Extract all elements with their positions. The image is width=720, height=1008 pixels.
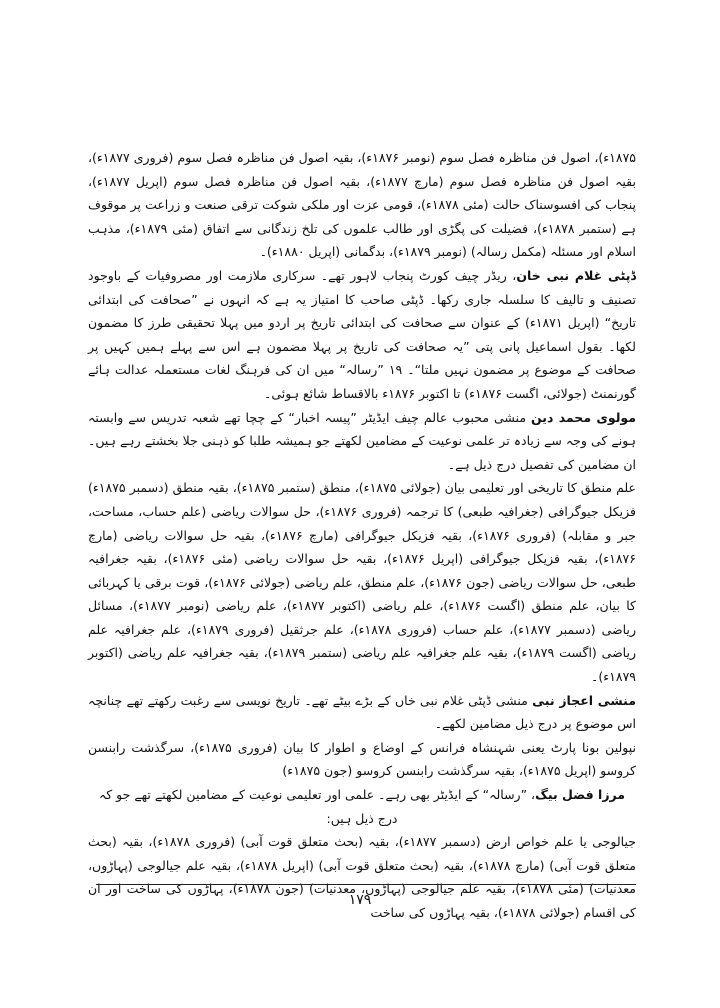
paragraph-text: علم منطق کا تاریخی اور تعلیمی بیان (جولائی ۱۸۷۵ء)، منطق (ستمبر ۱۸۷۵ء)، بقیہ منطق (دسمبر ۱۸۷۵ء) فزیکل جیوگرافی (جغرافیہ طبعی) کا ترجمہ (فروری ۱۸۷۶ء)، حل سوالات ریاضی (علم حساب، مساحت، جبر و مقابلہ) (فروری ۱۸۷۶ء)، بقیہ فزیکل جیوگرافی (مارچ ۱۸۷۶ء)، بقیہ حل سوالات ریاضی (مارچ ۱۸۷۶ء)، بقیہ فزیکل جیوگرافی (اپریل ۱۸۷۶ء)، بقیہ حل سوالات ریاضی (مئی ۱۸۷۶ء)، بقیہ جغرافیہ طبعی، حل سوالات ریاضی (جون ۱۸۷۶ء)، علم منطق، علم ریاضی (جولائی ۱۸۷۶ء)، قوت برقی یا کہربائی کا بیان، علم منطق (اگست ۱۸۷۶ء)، علم ریاضی (اکتوبر ۱۸۷۷ء)، علم ریاضی (نومبر ۱۸۷۷ء)، مسائل ریاضی (دسمبر ۱۸۷۷ء)، علم حساب (فروری ۱۸۷۸ء)، علم جرثقیل (فروری ۱۸۷۹ء)، علم جغرافیہ علم ریاضی (اگست ۱۸۷۹ء)، بقیہ علم جغرافیہ علم ریاضی (ستمبر ۱۸۷۹ء)، بقیہ جغرافیہ علم ریاضی (اکتوبر ۱۸۷۹ء)۔ — [88, 480, 637, 685]
author-name-fazal-baig: مرزا فضل بیگ — [535, 787, 626, 803]
paragraph-text: ، ریڈر چیف کورٹ پنجاب لاہور تھے۔ سرکاری ملازمت اور مصروفیات کے باوجود تصنیف و تالیف کا سلسلہ جاری رکھا۔ ڈپٹی صاحب کا امتیاز یہ ہے کہ انہوں نے ”صحافت کی ابتدائی تاریخ“ (اپریل ۱۸۷۱ء) کے عنوان سے صحافت کی ابتدائی تاریخ پر اردو میں پہلا تحقیقی طرز کا مضمون لکھا۔ بقول اسماعیل پانی پتی ”یہ صحافت کی تاریخ پر پہلا مضمون ہے اس سے پہلے ہمیں کہیں پر صحافت کے موضوع پر مضمون نہیں ملتا“۔ ۱۹ ”رسالہ“ میں ان کی فرہنگ لغات مستعملہ عدالت ہائے گورنمنٹ (جولائی، اگست ۱۸۷۶ء) تا اکتوبر ۱۸۷۶ء بالاقساط شائع ہوئی۔ — [88, 267, 637, 401]
paragraph-5 — [88, 689, 636, 736]
author-name-muhammad-din: مولوی محمد دین — [531, 409, 636, 425]
paragraph-7 — [88, 783, 636, 830]
paragraph-1 — [88, 146, 636, 264]
paragraph-text: منشی محبوب عالم چیف ایڈیٹر ”پیسہ اخبار“ کے چچا تھے شعبہ تدریس سے وابستہ ہونے کی وجہ سے زیادہ تر علمی نوعیت کے مضامین لکھتے جو ہمیشہ طلبا کو ذہنی جلا بخشتے رہے ہیں۔ ان مضامین کی تفصیل درج ذیل ہے۔ — [88, 409, 636, 472]
paragraph-text: ۱۸۷۵ء)، اصول فن مناظرہ فصل سوم (نومبر ۱۸۷۶ء)، بقیہ اصول فن مناظرہ فصل سوم (فروری ۱۸۷۷ء)، بقیہ اصول فن مناظرہ فصل سوم (مارچ ۱۸۷۷ء)، بقیہ اصول فن مناظرہ فصل سوم (اپریل ۱۸۷۷ء)، پنجاب کی افسوسناک حالت (مئی ۱۸۷۸ء)، قومی عزت اور ملکی شوکت ترقی صنعت و زراعت پر موقوف ہے (ستمبر ۱۸۷۸ء)، فضیلت کی پگڑی اور طالب علموں کی تلخ زندگانی سے اتفاق (مئی ۱۸۷۹ء)، مذہب اسلام اور مسئلہ (مکمل رسالہ) (نومبر ۱۸۷۹ء)، بدگمانی (اپریل ۱۸۸۰ء)۔ — [88, 150, 636, 260]
footer-divider — [96, 884, 636, 885]
author-name-ijaz-nabi: منشی اعجاز نبی — [532, 692, 636, 708]
author-name-ghulam-nabi: ڈپٹی غلام نبی خان — [516, 267, 636, 283]
paragraph-text: منشی ڈپٹی غلام نبی خاں کے بڑے بیٹے تھے۔ تاریخ نویسی سے رغبت رکھتے تھے چنانچہ اس موضوع پر درج ذیل مضامین لکھے۔ — [88, 692, 636, 732]
paragraph-6 — [88, 736, 636, 783]
paragraph-text: جیالوجی یا علم خواص ارض (دسمبر ۱۸۷۷ء)، بقیہ (بحث متعلق قوت آبی) (فروری ۱۸۷۸ء)، بقیہ (بحث متعلق قوت آبی) (مارچ ۱۸۷۸ء)، بقیہ (بحث متعلق قوت آبی) (اپریل ۱۸۷۸ء)، بقیہ علم جیالوجی (پہاڑوں، معدنیات) (مئی ۱۸۷۸ء)، بقیہ علم جیالوجی (پہاڑوں، معدنیات) (جون ۱۸۷۸ء)، پہاڑوں کی ساخت اور ان کی اقسام (جولائی ۱۸۷۸ء)، بقیہ پہاڑوں کی ساخت — [88, 834, 636, 920]
paragraph-text: ، ”رسالہ“ کے ایڈیٹر بھی رہے۔ علمی اور تعلیمی نوعیت کے مضامین لکھتے تھے جو کہ درج ذیل ہیں: — [98, 787, 536, 826]
body-text — [88, 146, 636, 925]
page-number: ۱۷۹ — [348, 892, 372, 908]
paragraph-text: نپولین بونا پارٹ یعنی شہنشاہ فرانس کے اوضاع و اطوار کا بیان (فروری ۱۸۷۵ء)، سرگذشت رابنسن کروسو (اپریل ۱۸۷۵ء)، بقیہ سرگذشت رابنسن کروسو (جون ۱۸۷۵ء) — [88, 739, 636, 779]
paragraph-8 — [88, 830, 636, 924]
paragraph-2 — [88, 264, 636, 406]
paragraph-3 — [88, 406, 636, 477]
paragraph-4 — [88, 476, 636, 688]
